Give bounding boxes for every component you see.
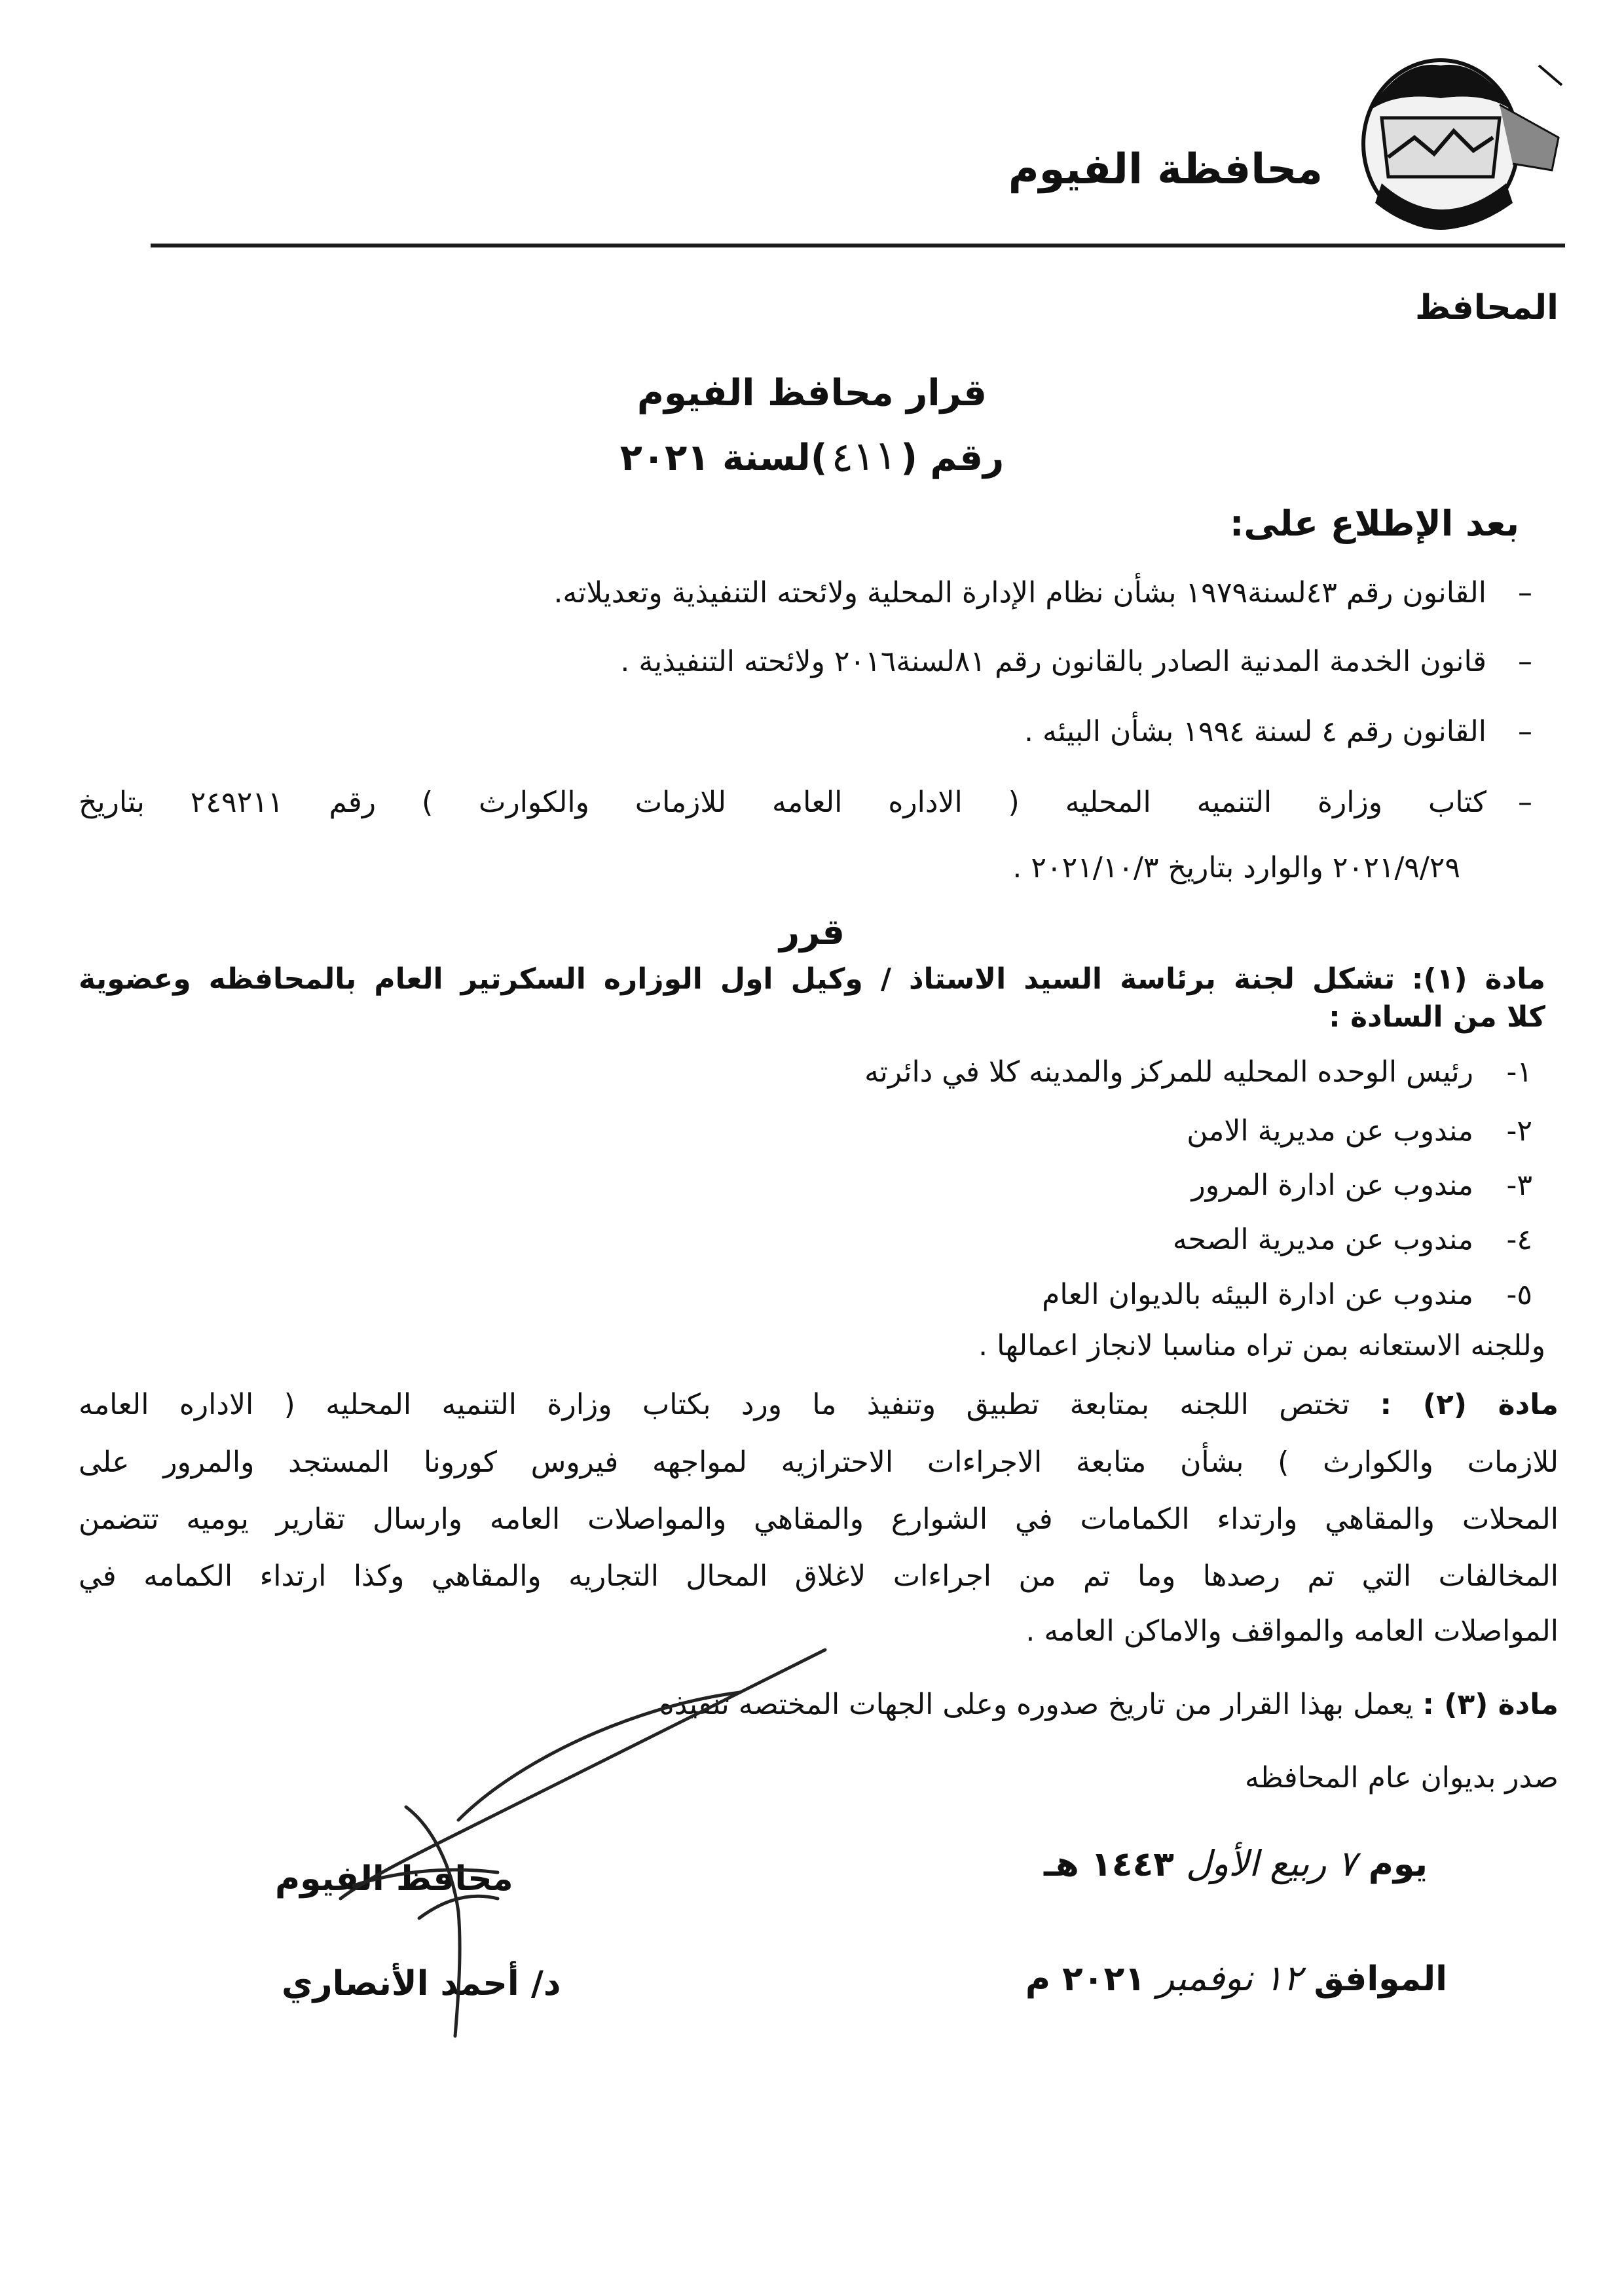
article-2-line: للازمات والكوارث ) بشأن متابعة الاجراءات الاحترازيه لمواجهه فيروس كورونا المستجد والمرور على (79, 1446, 1559, 1479)
member-item: ٣-مندوب عن ادارة المرور (1191, 1169, 1532, 1202)
decree-number-line (0, 432, 1624, 480)
article-1-closing: وللجنه الاستعانه بمن تراه مناسبا لانجاز اعمالها . (978, 1329, 1545, 1362)
article-3: مادة (٣) : يعمل بهذا القرار من تاريخ صدوره وعلى الجهات المختصه تنفيذه (659, 1688, 1559, 1721)
preamble-item: –القانون رقم ٤٣لسنة١٩٧٩ بشأن نظام الإدارة المحلية ولائحته التنفيذية وتعديلاته. (553, 576, 1532, 610)
member-item: ١-رئيس الوحده المحليه للمركز والمدينه كلا في دائرته (864, 1055, 1532, 1089)
preamble-item: –القانون رقم ٤ لسنة ١٩٩٤ بشأن البيئه . (1024, 715, 1532, 748)
hijri-date-handwritten: ٧ ربيع الأول (1186, 1843, 1357, 1884)
preamble-intro: بعد الإطلاع على: (1229, 503, 1519, 544)
member-item: ٢-مندوب عن مديرية الامن (1187, 1114, 1532, 1148)
article-2-head: مادة (٢) : (1380, 1388, 1559, 1421)
decree-title: قرار محافظ الفيوم (637, 372, 987, 414)
signatory-title: محافظ الفيوم (275, 1859, 513, 1899)
decree-number-prefix: رقم ( (900, 437, 1005, 479)
article-3-head: مادة (٣) : (1422, 1688, 1559, 1721)
article-2-line: المخالفات التي تم رصدها وما تم من اجراءات لاغلاق المحال التجاريه والمقاهي وكذا ارتداء الكمامه في (79, 1559, 1559, 1593)
preamble-item-continuation: ٢٠٢١/٩/٢٩ والوارد بتاريخ ٢٠٢١/١٠/٣ . (1012, 851, 1460, 884)
article-1-line: مادة (١): تشكل لجنة برئاسة السيد الاستاذ / وكيل اول الوزاره السكرتير العام بالمحافظه وعضوية (79, 962, 1545, 996)
article-1-head: مادة (١): (1411, 962, 1545, 996)
article-2-line: المحلات والمقاهي وارتداء الكمامات في الشوارع والمقاهي والمواصلات العامه وارسال تقارير يوميه تتضمن (79, 1503, 1559, 1536)
gregorian-date: الموافق ١٢ نوفمبر ٢٠٢١ م (1025, 1958, 1447, 1999)
gregorian-date-handwritten: ١٢ نوفمبر (1157, 1958, 1302, 1999)
decree-number-suffix: )لسنة ٢٠٢١ (619, 437, 828, 479)
governorate-emblem-icon (1342, 39, 1565, 249)
preamble-item: –قانون الخدمة المدنية الصادر بالقانون رقم ٨١لسنة٢٠١٦ ولائحته التنفيذية . (620, 645, 1532, 678)
header-rule (151, 244, 1565, 247)
member-item: ٥-مندوب عن ادارة البيئه بالديوان العام (1042, 1278, 1532, 1311)
decision-word: قرر (779, 911, 845, 953)
hijri-date: يوم ٧ ربيع الأول ١٤٤٣ هـ (1044, 1843, 1428, 1884)
article-2-line: مادة (٢) : تختص اللجنه بمتابعة تطبيق وتنفيذ ما ورد بكتاب وزارة التنميه المحليه ( الاداره العامه (79, 1388, 1559, 1421)
signatory-name: د/ أحمد الأنصاري (282, 1964, 561, 2003)
decree-number: ٤١١ (830, 430, 898, 482)
governorate-name: محافظة الفيوم (1008, 145, 1323, 194)
preamble-item: –كتاب وزارة التنميه المحليه ( الاداره العامه للازمات والكوارث ) رقم ٢٤٩٢١١ بتاريخ (79, 786, 1532, 819)
article-1-line: كلا من السادة : (1329, 1000, 1545, 1034)
issued-at: صدر بديوان عام المحافظه (1244, 1761, 1559, 1795)
article-2-line: المواصلات العامه والمواقف والاماكن العامه . (1025, 1614, 1559, 1648)
office-label: المحافظ (1415, 288, 1559, 327)
member-item: ٤-مندوب عن مديرية الصحه (1172, 1223, 1532, 1256)
